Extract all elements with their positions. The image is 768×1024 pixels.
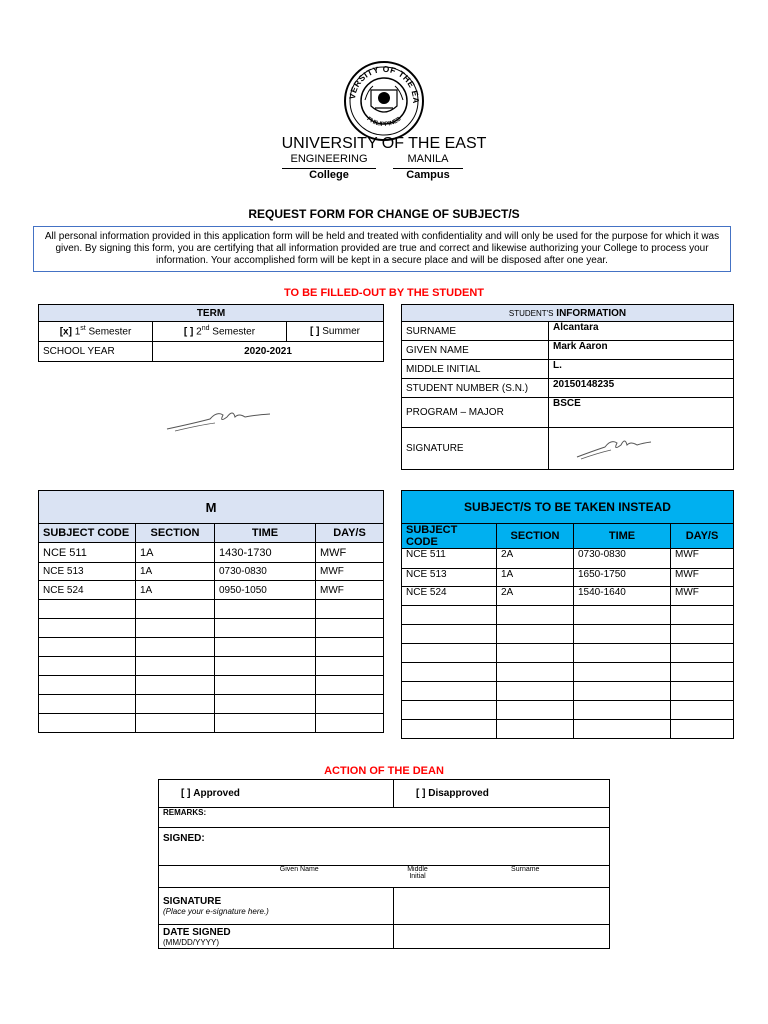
section-cell — [497, 625, 574, 644]
time-cell — [574, 701, 671, 720]
orig-header-days: DAY/S — [316, 524, 384, 543]
subject-code-cell — [402, 720, 497, 739]
time-cell: 1650-1750 — [574, 569, 671, 587]
student-info-table — [401, 304, 734, 470]
middle-initial-value: L. — [549, 360, 734, 379]
time-cell — [215, 619, 316, 638]
dean-signature-label-cell: SIGNATURE (Place your e-signature here.) — [159, 888, 394, 925]
days-cell — [316, 619, 384, 638]
time-cell — [215, 714, 316, 733]
section-cell — [497, 644, 574, 663]
college-label: College — [309, 169, 349, 181]
original-subjects-table — [38, 490, 384, 733]
days-cell — [316, 657, 384, 676]
time-cell: 0950-1050 — [215, 581, 316, 600]
section-cell: 1A — [136, 543, 215, 563]
date-signed-label-cell: DATE SIGNED (MM/DD/YYYY) — [159, 925, 394, 949]
university-seal — [343, 60, 425, 142]
student-signature-scribble — [165, 405, 275, 435]
days-cell: MWF — [316, 563, 384, 581]
days-cell — [316, 695, 384, 714]
new-header-time: TIME — [574, 524, 671, 549]
subject-code-cell — [39, 600, 136, 619]
program-major-label: PROGRAM – MAJOR — [402, 398, 549, 428]
surname-label: SURNAME — [402, 322, 549, 341]
days-cell: MWF — [316, 543, 384, 563]
table-row — [402, 663, 734, 682]
subject-code-cell — [39, 676, 136, 695]
section-cell — [136, 619, 215, 638]
days-cell — [671, 720, 734, 739]
signature-label: SIGNATURE — [402, 428, 549, 470]
student-number-value: 20150148235 — [549, 379, 734, 398]
time-cell: 1540-1640 — [574, 587, 671, 606]
time-cell — [574, 682, 671, 701]
section-cell — [136, 600, 215, 619]
time-cell: 0730-0830 — [215, 563, 316, 581]
section-cell: 2A — [497, 587, 574, 606]
new-header-section: SECTION — [497, 524, 574, 549]
table-row — [39, 563, 384, 581]
table-row — [402, 720, 734, 739]
time-cell — [574, 625, 671, 644]
table-row — [39, 714, 384, 733]
table-row — [39, 695, 384, 714]
orig-header-section: SECTION — [136, 524, 215, 543]
section-cell — [497, 720, 574, 739]
new-subjects-table — [401, 490, 734, 739]
subject-code-cell — [39, 714, 136, 733]
section-cell — [136, 638, 215, 657]
days-cell — [316, 638, 384, 657]
section-cell — [497, 606, 574, 625]
table-row — [402, 682, 734, 701]
new-header-days: DAY/S — [671, 524, 734, 549]
table-row — [39, 543, 384, 563]
university-name: UNIVERSITY OF THE EAST — [281, 135, 487, 152]
middle-initial-caption: Middle Initial — [394, 866, 442, 888]
table-row — [402, 549, 734, 569]
table-row — [39, 657, 384, 676]
table-row — [39, 581, 384, 600]
subject-code-cell — [39, 657, 136, 676]
student-number-label: STUDENT NUMBER (S.N.) — [402, 379, 549, 398]
student-info-header: STUDENT'S INFORMATION — [402, 305, 734, 322]
form-title: REQUEST FORM FOR CHANGE OF SUBJECT/S — [248, 207, 520, 221]
time-cell — [574, 606, 671, 625]
days-cell — [316, 676, 384, 695]
subject-code-cell — [402, 606, 497, 625]
campus-label: Campus — [406, 169, 450, 181]
school-year-value: 2020-2021 — [153, 342, 384, 362]
second-semester-option[interactable]: [ ] 2nd Semester — [153, 322, 287, 342]
subject-code-cell — [402, 663, 497, 682]
time-cell: 1430-1730 — [215, 543, 316, 563]
surname-caption: Surname — [442, 866, 610, 888]
section-cell — [136, 676, 215, 695]
days-cell — [671, 606, 734, 625]
given-name-value: Mark Aaron — [549, 341, 734, 360]
days-cell: MWF — [671, 587, 734, 606]
program-major-value: BSCE — [549, 398, 734, 428]
table-row — [39, 600, 384, 619]
days-cell: MWF — [671, 549, 734, 569]
svg-text:UNIVERSITY OF THE EAST: VERSITY OF THE EA — [346, 63, 422, 104]
surname-value: Alcantara — [549, 322, 734, 341]
subject-code-cell: NCE 513 — [402, 569, 497, 587]
table-row — [39, 638, 384, 657]
time-cell — [215, 695, 316, 714]
student-signature-icon — [553, 433, 653, 461]
approved-option[interactable]: [ ] Approved — [159, 780, 394, 808]
subject-code-cell: NCE 511 — [402, 549, 497, 569]
section-cell: 1A — [136, 581, 215, 600]
subject-code-cell — [402, 682, 497, 701]
original-subjects-title: M — [39, 491, 384, 524]
days-cell — [316, 714, 384, 733]
given-name-caption: Given Name — [159, 866, 394, 888]
given-name-label: GIVEN NAME — [402, 341, 549, 360]
table-row — [402, 701, 734, 720]
table-row — [402, 606, 734, 625]
section-cell: 1A — [497, 569, 574, 587]
table-row — [39, 619, 384, 638]
date-signed-field[interactable] — [394, 925, 610, 949]
school-year-label: SCHOOL YEAR — [39, 342, 153, 362]
subject-code-cell: NCE 513 — [39, 563, 136, 581]
time-cell — [574, 644, 671, 663]
days-cell — [671, 625, 734, 644]
dean-signature-field[interactable] — [394, 888, 610, 925]
campus-value: MANILA — [407, 153, 449, 165]
section-cell — [497, 663, 574, 682]
student-section-title: TO BE FILLED-OUT BY THE STUDENT — [283, 287, 485, 299]
new-header-code: SUBJECT CODE — [402, 524, 497, 549]
days-cell — [671, 644, 734, 663]
time-cell — [215, 657, 316, 676]
section-cell — [497, 701, 574, 720]
subject-code-cell: NCE 524 — [402, 587, 497, 606]
section-cell — [136, 657, 215, 676]
disapproved-option[interactable]: [ ] Disapproved — [394, 780, 610, 808]
section-cell — [136, 695, 215, 714]
college-value: ENGINEERING — [290, 153, 368, 165]
section-cell — [497, 682, 574, 701]
days-cell: MWF — [316, 581, 384, 600]
days-cell — [316, 600, 384, 619]
middle-initial-label: MIDDLE INITIAL — [402, 360, 549, 379]
dean-section-title: ACTION OF THE DEAN — [324, 765, 444, 777]
section-cell — [136, 714, 215, 733]
subject-code-cell: NCE 524 — [39, 581, 136, 600]
term-header: TERM — [39, 305, 384, 322]
table-row — [402, 625, 734, 644]
table-row — [402, 569, 734, 587]
subject-code-cell — [39, 638, 136, 657]
first-semester-option[interactable]: [x] 1st Semester — [39, 322, 153, 342]
table-row — [39, 676, 384, 695]
orig-header-code: SUBJECT CODE — [39, 524, 136, 543]
section-cell: 2A — [497, 549, 574, 569]
orig-header-time: TIME — [215, 524, 316, 543]
subject-code-cell: NCE 511 — [39, 543, 136, 563]
days-cell — [671, 701, 734, 720]
privacy-notice: All personal information provided in this application form will be held and treated with confidentiality and will only be used for the purpose for which it was given. By signing this form, you are certifying that all information provided are true and correct and likewise authorizing your College to process your information. Your accomplished form will be kept in a secure place and will be disposed after one year. — [33, 226, 731, 272]
subject-code-cell — [402, 701, 497, 720]
time-cell — [215, 638, 316, 657]
subject-code-cell — [402, 644, 497, 663]
subject-code-cell — [39, 619, 136, 638]
svg-text:PHILIPPINES: PHILIPPINES — [365, 116, 403, 128]
term-table — [38, 304, 384, 362]
section-cell: 1A — [136, 563, 215, 581]
time-cell — [574, 663, 671, 682]
summer-option[interactable]: [ ] Summer — [287, 322, 384, 342]
days-cell — [671, 663, 734, 682]
new-subjects-title: SUBJECT/S TO BE TAKEN INSTEAD — [402, 491, 734, 524]
days-cell — [671, 682, 734, 701]
table-row — [402, 644, 734, 663]
table-row — [402, 587, 734, 606]
time-cell — [215, 600, 316, 619]
signature-cell — [549, 428, 734, 470]
time-cell — [574, 720, 671, 739]
subject-code-cell — [39, 695, 136, 714]
time-cell — [215, 676, 316, 695]
dean-action-table — [158, 779, 610, 949]
remarks-label: REMARKS: — [159, 808, 610, 828]
signed-label: SIGNED: — [159, 828, 610, 866]
subject-code-cell — [402, 625, 497, 644]
days-cell: MWF — [671, 569, 734, 587]
time-cell: 0730-0830 — [574, 549, 671, 569]
